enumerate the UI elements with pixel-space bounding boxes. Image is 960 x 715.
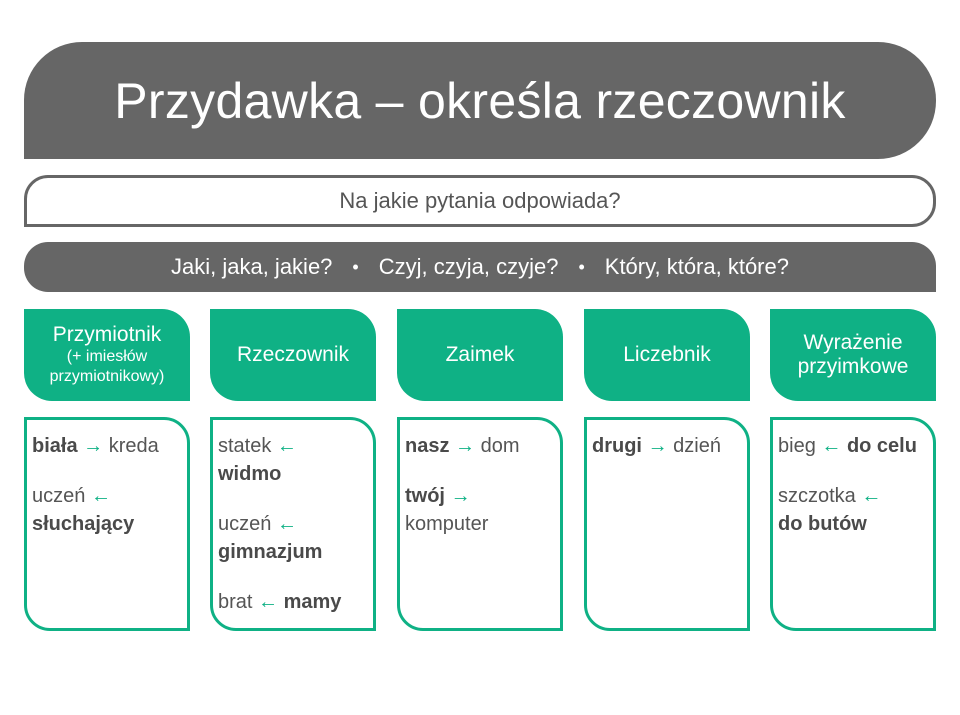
answer-1: Jaki, jaka, jakie? [171, 254, 333, 279]
example-item [405, 432, 554, 460]
arrow-left-icon: ← [821, 435, 842, 457]
example-plain-word: uczeń [218, 513, 272, 535]
question-text: Na jakie pytania odpowiada? [339, 188, 621, 213]
arrow-left-icon: ← [276, 435, 297, 457]
example-item [592, 432, 741, 460]
column-title: Rzeczownik [236, 343, 350, 366]
example-plain-word: statek [218, 435, 272, 457]
example-item [32, 432, 181, 460]
column-examples-liczebnik [584, 417, 750, 631]
column-examples-zaimek [397, 417, 563, 631]
example-plain-word: komputer [405, 513, 489, 535]
example-bold-word: drugi [592, 435, 642, 457]
column-header-liczebnik [584, 309, 750, 401]
example-plain-word: uczeń [32, 485, 86, 507]
arrow-right-icon: → [450, 485, 471, 507]
column-subtitle-line-1: (+ imiesłów [66, 348, 148, 365]
example-plain-word: dzień [673, 435, 721, 457]
example-item [218, 510, 367, 566]
answer-3: Który, która, które? [604, 254, 789, 279]
arrow-left-icon: ← [861, 485, 882, 507]
bullet-separator: • [352, 256, 359, 277]
example-plain-word: bieg [778, 435, 816, 457]
arrow-right-icon: → [455, 435, 476, 457]
example-plain-word: szczotka [778, 485, 856, 507]
example-bold-word: nasz [405, 435, 450, 457]
example-bold-word: do butów [778, 513, 867, 535]
example-bold-word: do celu [846, 435, 917, 457]
arrow-left-icon: ← [276, 513, 297, 535]
arrow-left-icon: ← [90, 485, 111, 507]
example-item [778, 482, 927, 538]
example-item [778, 432, 927, 460]
example-item [405, 482, 554, 538]
arrow-right-icon: → [83, 435, 104, 457]
column-title-line-2: przyimkowe [797, 355, 909, 378]
column-title-line-1: Wyrażenie [803, 331, 903, 354]
example-item [218, 588, 367, 616]
example-bold-word: słuchający [32, 513, 135, 535]
column-header-przymiotnik [24, 309, 190, 401]
example-plain-word: brat [218, 591, 253, 613]
example-plain-word: dom [480, 435, 520, 457]
example-plain-word: kreda [108, 435, 159, 457]
column-header-rzeczownik [210, 309, 376, 401]
column-examples-rzeczownik [210, 417, 376, 631]
column-subtitle-line-2: przymiotnikowy) [49, 368, 165, 385]
page-title: Przydawka – określa rzeczownik [24, 42, 936, 159]
question-banner [24, 175, 936, 227]
column-examples-przymiotnik [24, 417, 190, 631]
column-header-zaimek [397, 309, 563, 401]
example-bold-word: widmo [218, 463, 282, 485]
example-bold-word: mamy [283, 591, 342, 613]
column-header-wyrazenie-przyimkowe [770, 309, 936, 401]
example-bold-word: twój [405, 485, 445, 507]
column-title: Przymiotnik [52, 323, 162, 346]
arrow-left-icon: ← [258, 591, 279, 613]
answer-2: Czyj, czyja, czyje? [378, 254, 559, 279]
answers-banner [24, 242, 936, 292]
example-bold-word: biała [32, 435, 78, 457]
example-item [32, 482, 181, 538]
column-title: Zaimek [445, 343, 515, 366]
example-item [218, 432, 367, 488]
bullet-separator: • [578, 256, 585, 277]
example-bold-word: gimnazjum [218, 541, 323, 563]
arrow-right-icon: → [647, 435, 668, 457]
column-examples-wyrazenie-przyimkowe [770, 417, 936, 631]
column-title: Liczebnik [623, 343, 711, 366]
